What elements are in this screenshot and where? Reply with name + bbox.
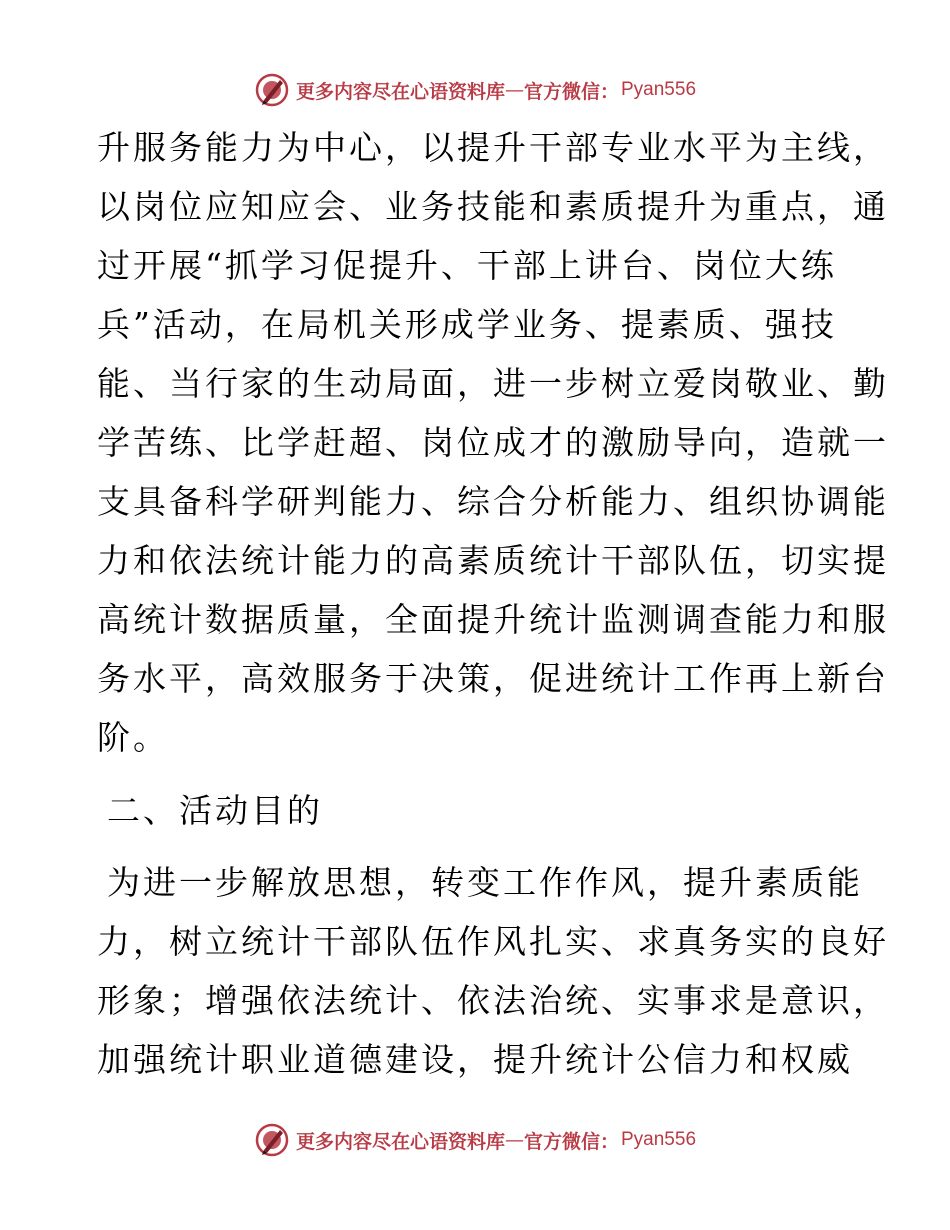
section-heading: 二、活动目的: [107, 791, 323, 830]
footer-banner: [0, 1120, 950, 1160]
text-line: 力，树立统计干部队伍作风扎实、求真务实的良好: [97, 922, 889, 961]
banner-main-text: 更多内容尽在心语资料库: [295, 80, 505, 103]
text-line: 力和依法统计能力的高素质统计干部队伍，切实提: [97, 541, 889, 580]
banner-separator: —: [504, 1129, 524, 1151]
text-line: 升服务能力为中心，以提升干部专业水平为主线，: [97, 128, 889, 167]
text-line: 学苦练、比学赶超、岗位成才的激励导向，造就一: [97, 423, 889, 462]
text-line: 过开展“抓学习促提升、干部上讲台、岗位大练: [97, 246, 837, 285]
header-banner: [0, 70, 950, 110]
banner-suffix-text: 官方微信：: [523, 1130, 619, 1153]
banner-account-id: Pyan556: [621, 1129, 697, 1150]
text-line: 务水平，高效服务于决策，促进统计工作再上新台: [97, 659, 889, 698]
paragraph-1: [97, 118, 889, 767]
banner-account-id: Pyan556: [621, 79, 697, 100]
banner-main-text: 更多内容尽在心语资料库: [295, 1130, 505, 1153]
pen-seal-icon: [254, 72, 290, 108]
text-line: 高统计数据质量，全面提升统计监测调查能力和服: [97, 600, 889, 639]
banner-separator: —: [504, 79, 524, 101]
document-body: [97, 118, 889, 1089]
paragraph-2: [97, 853, 889, 1089]
text-line: 能、当行家的生动局面，进一步树立爱岗敬业、勤: [97, 364, 889, 403]
banner-suffix-text: 官方微信：: [523, 80, 619, 103]
text-line: 形象；增强依法统计、依法治统、实事求是意识，: [97, 981, 889, 1020]
text-line: 阶。: [97, 718, 169, 757]
text-line: 支具备科学研判能力、综合分析能力、组织协调能: [97, 482, 889, 521]
text-line: 以岗位应知应会、业务技能和素质提升为重点，通: [97, 187, 889, 226]
text-line: 兵”活动，在局机关形成学业务、提素质、强技: [97, 305, 837, 344]
text-line: 加强统计职业道德建设，提升统计公信力和权威: [97, 1040, 853, 1079]
banner-text: [296, 1127, 696, 1154]
pen-seal-icon: [254, 1122, 290, 1158]
banner-text: [296, 77, 696, 104]
text-line: 为进一步解放思想，转变工作作风，提升素质能: [107, 863, 863, 902]
